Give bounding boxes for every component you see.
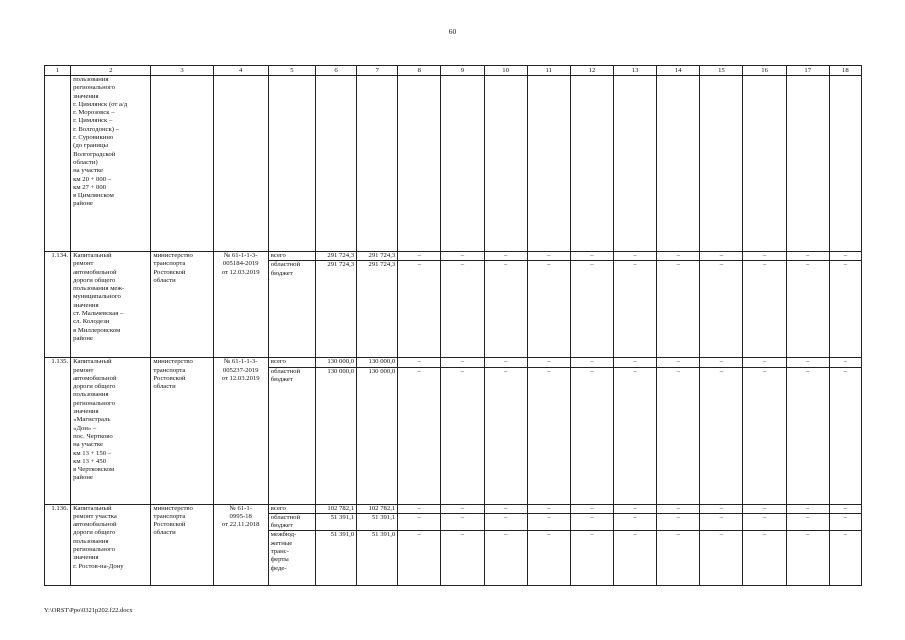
amount-cell: 51 391,0 [357, 531, 398, 586]
col-header: 11 [527, 66, 570, 76]
object-name-cell: пользования регионального значения г. Цимлянск (от а/д г. Морозовск – г. Цимлянск – г. Волгодонск) – г. Суровикино (до границы Волгоградской области) на участке км 20 + 000 – км 27 + 000 в Цимлянском районе [71, 76, 151, 252]
dash-cell: – [570, 531, 613, 586]
dash-cell: – [700, 513, 743, 531]
dash-cell: – [657, 367, 700, 504]
amount-cell: 291 724,3 [357, 252, 398, 261]
col-header: 15 [700, 66, 743, 76]
dash-cell: – [743, 513, 786, 531]
col-header: 14 [657, 66, 700, 76]
dash-cell: – [829, 358, 861, 367]
amount-cell: 51 391,1 [357, 513, 398, 531]
customer-cell: министерство транспорта Ростовской области [151, 252, 213, 358]
dash-cell: – [527, 513, 570, 531]
object-name-cell: Капитальный ремонт автомобильной дороги общего пользования регионального значения «Магистраль «Дон» – пос. Чертково на участке км 13 + 150 – км 13 + 450 в Чертковском районе [71, 358, 151, 504]
dash-cell: – [398, 513, 441, 531]
dash-cell: – [657, 252, 700, 261]
dash-cell: – [527, 504, 570, 513]
amount-cell: 102 782,1 [357, 504, 398, 513]
dash-cell: – [441, 513, 484, 531]
dash-cell: – [441, 531, 484, 586]
dash-cell: – [441, 358, 484, 367]
dash-cell: – [700, 252, 743, 261]
dash-cell: – [570, 358, 613, 367]
entry-number-cell: 1.134. [45, 252, 71, 358]
dash-cell: – [614, 367, 657, 504]
amount-cell: 291 724,3 [357, 261, 398, 358]
dash-cell: – [484, 367, 527, 504]
dash-cell: – [527, 261, 570, 358]
amount-cell: 51 391,0 [315, 531, 356, 586]
dash-cell: – [829, 261, 861, 358]
entry-number-cell: 1.135. [45, 358, 71, 504]
dash-cell: – [570, 367, 613, 504]
dash-cell: – [829, 367, 861, 504]
funding-source-cell: областной бюджет [268, 367, 315, 504]
table-row [45, 358, 862, 367]
dash-cell: – [700, 261, 743, 358]
dash-cell: – [614, 504, 657, 513]
col-header: 8 [398, 66, 441, 76]
dash-cell: – [829, 531, 861, 586]
col-header: 4 [213, 66, 268, 76]
dash-cell: – [484, 358, 527, 367]
funding-source-cell: всего [268, 252, 315, 261]
dash-cell: – [657, 504, 700, 513]
document-cell: № 61-1-1-3- 005184-2019 от 12.03.2019 [213, 252, 268, 358]
dash-cell: – [484, 252, 527, 261]
dash-cell: – [614, 531, 657, 586]
dash-cell: – [398, 367, 441, 504]
funding-source-cell: всего [268, 358, 315, 367]
dash-cell: – [657, 513, 700, 531]
dash-cell: – [700, 504, 743, 513]
dash-cell: – [484, 531, 527, 586]
dash-cell: – [700, 531, 743, 586]
object-name-cell: Капитальный ремонт автомобильной дороги общего пользования меж- муниципального значения ст. Мальчевская – сл. Колодези в Миллеровском районе [71, 252, 151, 358]
dash-cell: – [657, 261, 700, 358]
document-cell: № 61-1- 0995-18 от 22.11.2018 [213, 504, 268, 586]
object-name-cell: Капитальный ремонт участка автомобильной дороги общего пользования регионального значения г. Ростов-на-Дону [71, 504, 151, 586]
col-header: 2 [71, 66, 151, 76]
dash-cell: – [484, 513, 527, 531]
dash-cell: – [700, 358, 743, 367]
entry-number-cell: 1.136. [45, 504, 71, 586]
col-header: 9 [441, 66, 484, 76]
dash-cell: – [398, 252, 441, 261]
col-header: 12 [570, 66, 613, 76]
funding-source-cell: межбюд- жетные транс- ферты феде- [268, 531, 315, 586]
dash-cell: – [484, 261, 527, 358]
col-header: 13 [614, 66, 657, 76]
dash-cell: – [743, 367, 786, 504]
dash-cell: – [829, 252, 861, 261]
amount-cell: 130 000,0 [315, 367, 356, 504]
dash-cell: – [700, 367, 743, 504]
column-number-header [45, 66, 862, 76]
col-header: 18 [829, 66, 861, 76]
dash-cell: – [743, 252, 786, 261]
dash-cell: – [484, 504, 527, 513]
dash-cell: – [441, 504, 484, 513]
dash-cell: – [527, 252, 570, 261]
dash-cell: – [743, 531, 786, 586]
customer-cell: министерство транспорта Ростовской области [151, 358, 213, 504]
dash-cell: – [657, 531, 700, 586]
col-header: 1 [45, 66, 71, 76]
dash-cell: – [786, 252, 829, 261]
document-cell: № 61-1-1-3- 005237-2019 от 12.03.2019 [213, 358, 268, 504]
file-path-footer: Y:\ORST\Ppo\0321p202.f22.docx [44, 607, 133, 614]
dash-cell: – [398, 358, 441, 367]
dash-cell: – [441, 252, 484, 261]
dash-cell: – [786, 504, 829, 513]
amount-cell: 130 000,0 [357, 358, 398, 367]
dash-cell: – [829, 513, 861, 531]
dash-cell: – [786, 367, 829, 504]
col-header: 5 [268, 66, 315, 76]
amount-cell: 291 724,3 [315, 252, 356, 261]
dash-cell: – [743, 504, 786, 513]
dash-cell: – [441, 261, 484, 358]
dash-cell: – [441, 367, 484, 504]
col-header: 17 [786, 66, 829, 76]
col-header: 7 [357, 66, 398, 76]
dash-cell: – [398, 504, 441, 513]
amount-cell: 130 000,0 [315, 358, 356, 367]
dash-cell: – [398, 531, 441, 586]
dash-cell: – [570, 513, 613, 531]
dash-cell: – [527, 367, 570, 504]
col-header: 6 [315, 66, 356, 76]
dash-cell: – [570, 261, 613, 358]
customer-cell: министерство транспорта Ростовской области [151, 504, 213, 586]
dash-cell: – [829, 504, 861, 513]
col-header: 10 [484, 66, 527, 76]
dash-cell: – [614, 513, 657, 531]
budget-table [44, 65, 862, 586]
dash-cell: – [614, 252, 657, 261]
amount-cell: 130 000,0 [357, 367, 398, 504]
funding-source-cell: областной бюджет [268, 261, 315, 358]
amount-cell: 51 391,1 [315, 513, 356, 531]
table-row-continued [45, 76, 862, 252]
amount-cell: 291 724,3 [315, 261, 356, 358]
dash-cell: – [786, 261, 829, 358]
dash-cell: – [786, 358, 829, 367]
page-number: 60 [448, 27, 457, 36]
dash-cell: – [527, 531, 570, 586]
col-header: 16 [743, 66, 786, 76]
funding-source-cell: всего [268, 504, 315, 513]
dash-cell: – [786, 531, 829, 586]
dash-cell: – [743, 261, 786, 358]
dash-cell: – [743, 358, 786, 367]
dash-cell: – [786, 513, 829, 531]
funding-source-cell: областной бюджет [268, 513, 315, 531]
table-row [45, 252, 862, 261]
dash-cell: – [570, 504, 613, 513]
dash-cell: – [657, 358, 700, 367]
amount-cell: 102 782,1 [315, 504, 356, 513]
dash-cell: – [527, 358, 570, 367]
dash-cell: – [614, 261, 657, 358]
dash-cell: – [398, 261, 441, 358]
dash-cell: – [570, 252, 613, 261]
col-header: 3 [151, 66, 213, 76]
dash-cell: – [614, 358, 657, 367]
table-row [45, 504, 862, 513]
